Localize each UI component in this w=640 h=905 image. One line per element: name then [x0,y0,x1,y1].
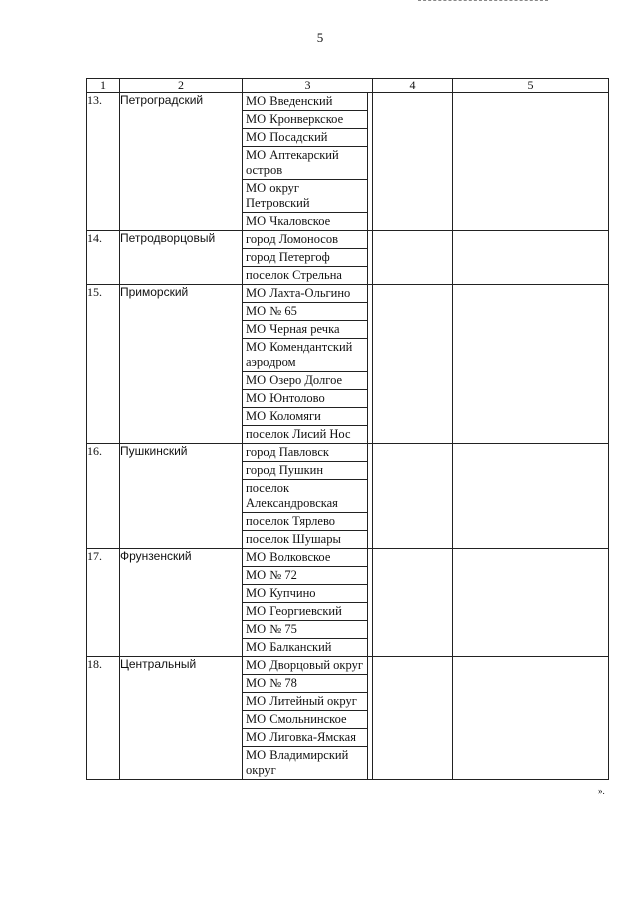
table-row [87,549,609,657]
municipality-list [243,549,372,656]
municipality-item: МО Владимирский округ [243,746,368,779]
table-row [87,285,609,444]
municipality-list-cell [243,231,373,285]
municipality-item: МО Купчино [243,584,368,602]
column-5-cell [453,93,609,231]
municipality-item: МО № 78 [243,674,368,692]
municipality-item: поселок Тярлево [243,512,368,530]
municipality-list-cell [243,444,373,549]
column-header: 1 [87,79,120,93]
district-name: Пушкинский [120,444,243,549]
municipality-item: МО Введенский [243,93,368,110]
district-name: Фрунзенский [120,549,243,657]
municipality-item: город Павловск [243,444,368,461]
municipality-item: МО Черная речка [243,320,368,338]
column-5-cell [453,444,609,549]
municipality-item: поселок Стрельна [243,266,368,284]
row-number: 14. [87,231,120,285]
municipality-list-cell [243,549,373,657]
column-header: 2 [120,79,243,93]
municipality-list [243,231,372,284]
top-scan-marks [418,0,548,4]
column-5-cell [453,231,609,285]
municipality-item: МО Юнтолово [243,389,368,407]
municipality-item: МО Смольнинское [243,710,368,728]
municipality-item: поселок Шушары [243,530,368,548]
municipality-list [243,657,372,779]
row-number: 17. [87,549,120,657]
municipality-item: поселок Лисий Нос [243,425,368,443]
table-row [87,231,609,285]
row-number: 13. [87,93,120,231]
municipality-list-cell [243,285,373,444]
municipality-list-cell [243,93,373,231]
districts-table [86,78,609,780]
municipality-item: МО № 65 [243,302,368,320]
municipality-item: МО Волковское [243,549,368,566]
municipality-item: МО Коломяги [243,407,368,425]
municipality-item: МО Литейный округ [243,692,368,710]
municipality-item: МО № 72 [243,566,368,584]
district-name: Центральный [120,657,243,780]
municipality-list [243,444,372,548]
column-4-cell [373,285,453,444]
table-row [87,93,609,231]
header-row [87,79,609,93]
column-5-cell [453,549,609,657]
column-5-cell [453,657,609,780]
municipality-item: МО Кронверкское [243,110,368,128]
municipality-item: город Петергоф [243,248,368,266]
municipality-item: город Ломоносов [243,231,368,248]
municipality-item: МО Лахта-Ольгино [243,285,368,302]
district-name: Петроградский [120,93,243,231]
municipality-item: МО Озеро Долгое [243,371,368,389]
municipality-item: поселок Александровская [243,479,368,512]
municipality-item: МО Лиговка-Ямская [243,728,368,746]
municipality-item: МО Посадский [243,128,368,146]
municipality-item: МО Комендантский аэродром [243,338,368,371]
table-row [87,657,609,780]
column-header: 4 [373,79,453,93]
municipality-list [243,285,372,443]
row-number: 16. [87,444,120,549]
column-header: 5 [453,79,609,93]
municipality-list-cell [243,657,373,780]
municipality-item: МО Чкаловское [243,212,368,230]
municipality-item: город Пушкин [243,461,368,479]
row-number: 18. [87,657,120,780]
municipality-item: МО № 75 [243,620,368,638]
column-4-cell [373,657,453,780]
table-row [87,444,609,549]
municipality-item: МО Аптекарский остров [243,146,368,179]
closing-mark: ». [598,786,605,796]
municipality-item: МО Балканский [243,638,368,656]
row-number: 15. [87,285,120,444]
column-5-cell [453,285,609,444]
column-4-cell [373,231,453,285]
district-name: Петродворцовый [120,231,243,285]
district-name: Приморский [120,285,243,444]
municipality-item: МО округ Петровский [243,179,368,212]
column-header: 3 [243,79,373,93]
municipality-item: МО Дворцовый округ [243,657,368,674]
column-4-cell [373,93,453,231]
column-4-cell [373,444,453,549]
page-number: 5 [316,30,324,45]
municipality-list [243,93,372,230]
municipality-item: МО Георгиевский [243,602,368,620]
column-4-cell [373,549,453,657]
